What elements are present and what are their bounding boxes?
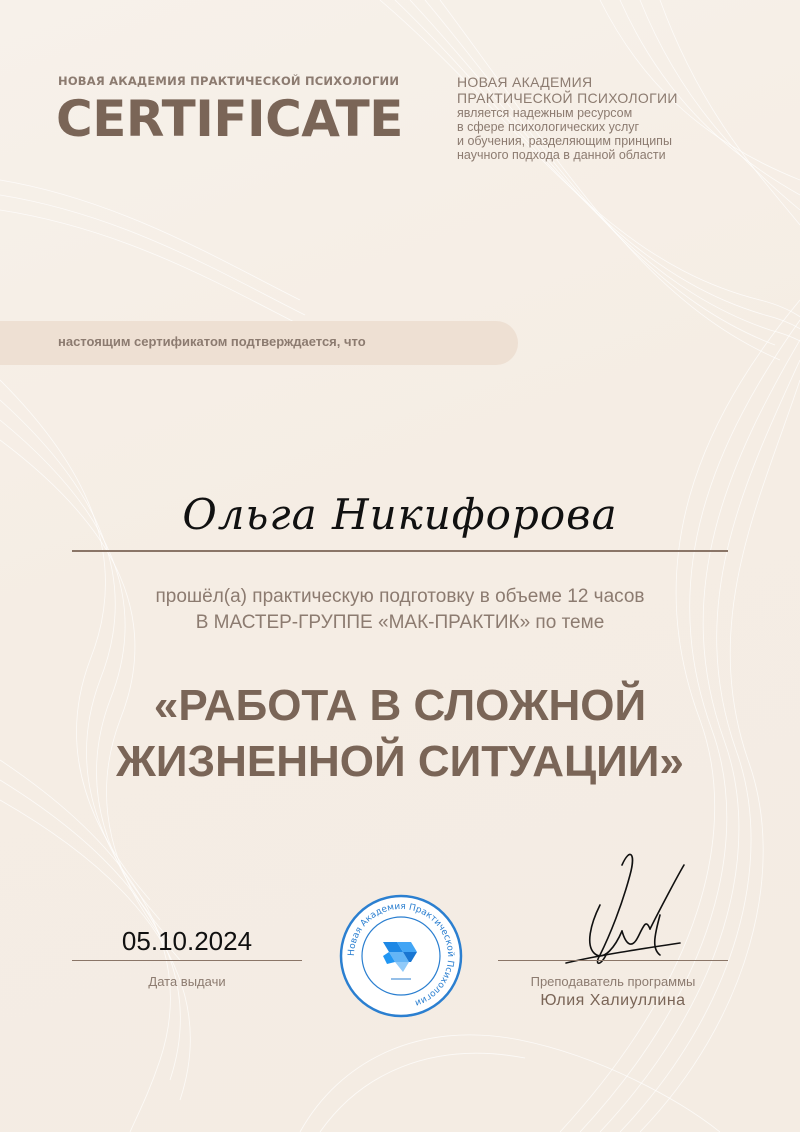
about-text-line3: и обучения, разделяющим принципы bbox=[457, 134, 672, 148]
confirmation-text: настоящим сертификатом подтверждается, что bbox=[58, 334, 366, 349]
organization-description bbox=[457, 74, 777, 162]
certificate-title: CERTIFICATE bbox=[56, 90, 403, 148]
about-text-line4: научного подхода в данной области bbox=[457, 148, 666, 162]
topic-line1: «РАБОТА В СЛОЖНОЙ bbox=[153, 681, 647, 730]
issue-date: 05.10.2024 bbox=[121, 926, 253, 956]
issue-date-underline bbox=[72, 960, 302, 961]
training-line1: прошёл(а) практическую подготовку в объеме 12 часов bbox=[155, 586, 645, 607]
recipient-name: Ольга Никифорова bbox=[182, 490, 618, 539]
issue-date-label: Дата выдачи bbox=[148, 974, 226, 989]
teacher-label: Преподаватель программы bbox=[530, 974, 696, 989]
course-topic bbox=[30, 678, 770, 790]
training-line2: В МАСТЕР-ГРУППЕ «МАК-ПРАКТИК» по теме bbox=[195, 612, 605, 633]
organization-name: НОВАЯ АКАДЕМИЯ ПРАКТИЧЕСКОЙ ПСИХОЛОГИИ bbox=[58, 74, 400, 88]
academy-seal-icon bbox=[339, 894, 463, 1018]
about-title-line1: НОВАЯ АКАДЕМИЯ bbox=[457, 74, 593, 90]
seal-text: Новая Академия Практической Психологии bbox=[346, 901, 456, 1008]
topic-line2: ЖИЗНЕННОЙ СИТУАЦИИ» bbox=[116, 737, 684, 786]
about-text-line2: в сфере психологических услуг bbox=[457, 120, 640, 134]
about-title-line2: ПРАКТИЧЕСКОЙ ПСИХОЛОГИИ bbox=[457, 90, 678, 106]
signature-underline bbox=[498, 960, 728, 961]
recipient-underline bbox=[72, 550, 728, 552]
training-description bbox=[40, 584, 760, 636]
teacher-name: Юлия Халиуллина bbox=[540, 992, 686, 1009]
about-text-line1: является надежным ресурсом bbox=[457, 106, 633, 120]
